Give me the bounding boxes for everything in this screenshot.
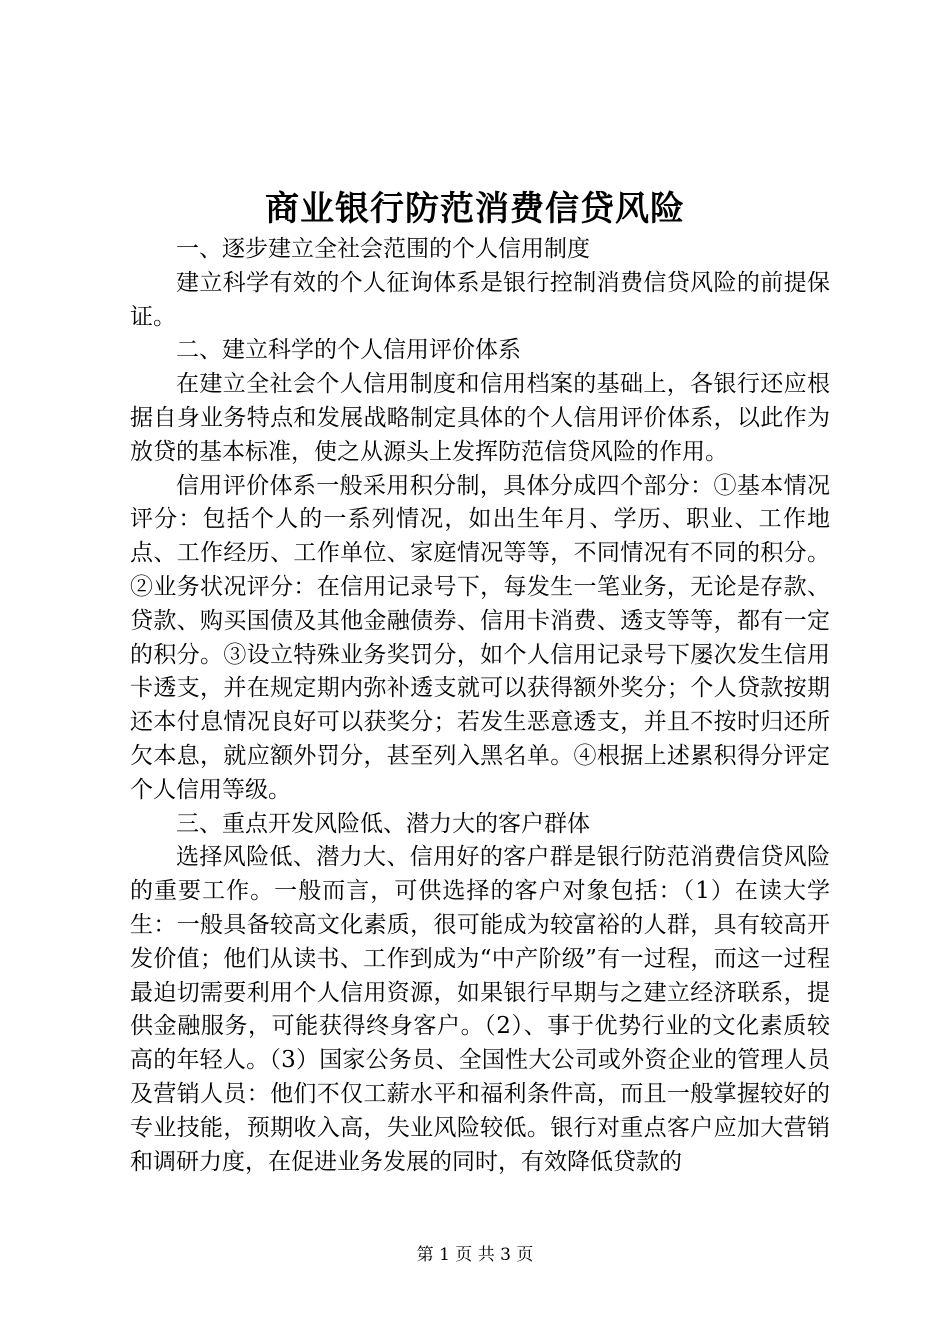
section-heading-1: 一、逐步建立全社会范围的个人信用制度 xyxy=(176,236,590,262)
paragraph: 信用评价体系一般采用积分制，具体分成四个部分：①基本情况评分：包括个人的一系列情况，如出生年月、学历、职业、工作地点、工作经历、工作单位、家庭情况等等，不同情况有不同的积分。②业务状况评分：在信用记录号下，每发生一笔业务，无论是存款、贷款、购买国债及其他金融债券、信用卡消费、透支等等，都有一定的积分。③设立特殊业务奖罚分，如个人信用记录号下屡次发生信用卡透支，并在规定期内弥补透支就可以获得额外奖分；个人贷款按期还本付息情况良好可以获奖分；若发生恶意透支，并且不按时归还所欠本息，就应额外罚分，甚至列入黑名单。④根据上述累积得分评定个人信用等级。 xyxy=(130,472,830,803)
document-title: 商业银行防范消费信贷风险 xyxy=(265,189,685,229)
section-heading-2: 二、建立科学的个人信用评价体系 xyxy=(176,337,521,364)
paragraph: 选择风险低、潜力大、信用好的客户群是银行防范消费信贷风险的重要工作。一般而言，可供选择的客户对象包括：（1）在读大学生：一般具备较高文化素质，很可能成为较富裕的人群，具有较高开发价值；他们从读书、工作到成为“中产阶级”有一过程，而这一过程最迫切需要利用个人信用资源，如果银行早期与之建立经济联系，提供金融服务，可能获得终身客户。（2）、事于优势行业的文化素质较高的年轻人。（3）国家公务员、全国性大公司或外资企业的管理人员及营销人员：他们不仅工薪水平和福利条件高，而且一般掌握较好的专业技能，预期收入高，失业风险较低。银行对重点客户应加大营销和调研力度，在促进业务发展的同时，有效降低贷款的 xyxy=(130,844,830,1175)
document-body xyxy=(130,233,830,1179)
page-footer: 第 1 页 共 3 页 xyxy=(416,1245,534,1265)
section-heading-3: 三、重点开发风险低、潜力大的客户群体 xyxy=(176,810,590,837)
paragraph: 建立科学有效的个人征询体系是银行控制消费信贷风险的前提保证。 xyxy=(130,269,830,330)
paragraph: 在建立全社会个人信用制度和信用档案的基础上，各银行还应根据自身业务特点和发展战略制定具体的个人信用评价体系，以此作为放贷的基本标准，使之从源头上发挥防范信贷风险的作用。 xyxy=(130,371,830,465)
